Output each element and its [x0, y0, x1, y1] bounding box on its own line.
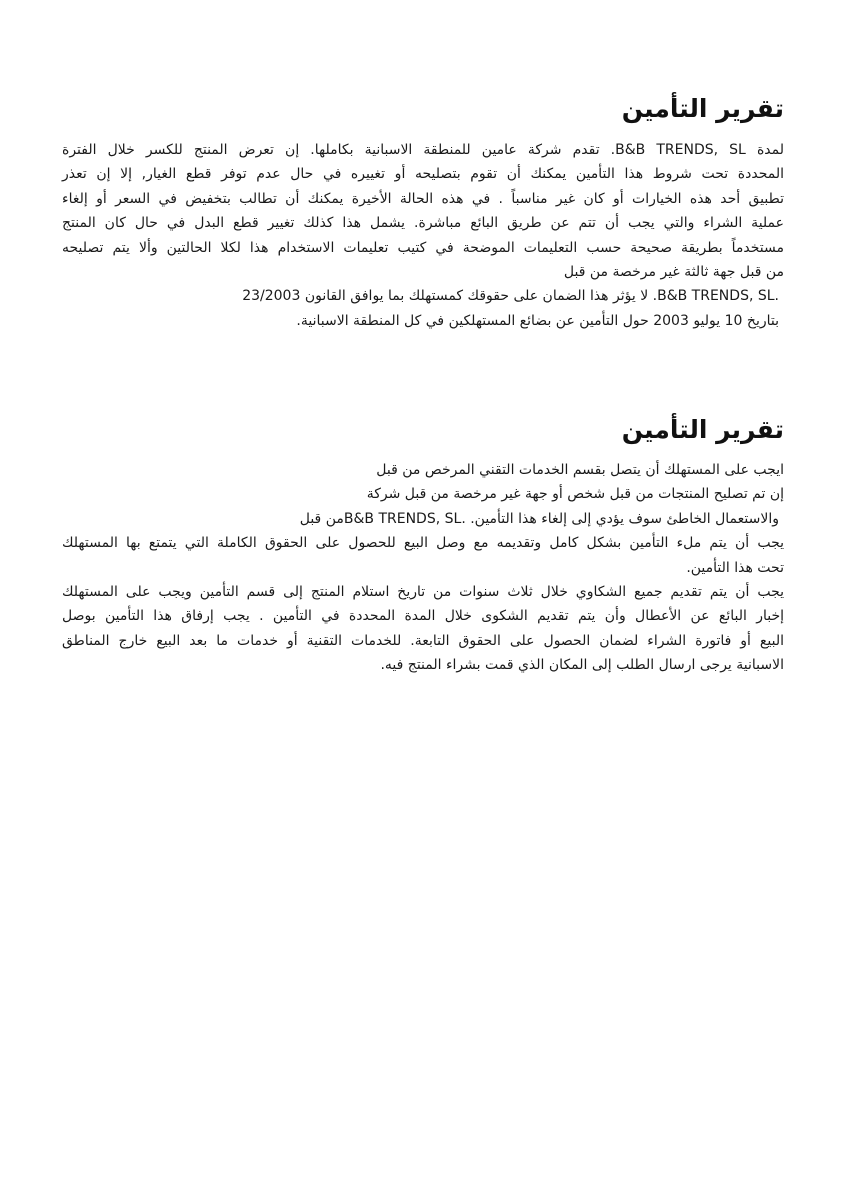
paragraph-line: المحددة تحت شروط هذا التأمين يمكنك أن تقوم بتصليحه أو تغييره في حال عدم توفر قطع الغيار, إلا إن تعذر	[62, 166, 784, 183]
paragraph-line: ايجب على المستهلك أن يتصل بقسم الخدمات التقني المرخص من قبل	[376, 462, 784, 478]
paragraph-line: من قبل جهة ثالثة غير مرخصة من قبل	[563, 264, 784, 281]
paragraph-line: إخبار البائع عن الأعطال وأن يتم تقديم الشكوى خلال المدة المحددة في التأمين . يجب إرفاق هذا التأمين بوصل	[62, 608, 784, 625]
paragraph-line: بتاريخ 10 يوليو 2003 حول التأمين عن بضائع المستهلكين في كل المنطقة الاسبانية.	[296, 312, 779, 329]
section-title: تقرير التأمين	[621, 94, 784, 123]
paragraph-line: عملية الشراء والتي يجب أن تتم عن طريق البائع مباشرة. يشمل هذا كذلك تغيير قطع البدل في حال كان المنتج	[62, 215, 784, 232]
paragraph-line: تحت هذا التأمين.	[686, 559, 784, 576]
paragraph-line: لمدة B&B TRENDS, SL. تقدم شركة عامين للمنطقة الاسبانية بكاملها. إن تعرض المنتج للكسر خلال الفترة	[62, 142, 784, 158]
section-title: تقرير التأمين	[621, 415, 784, 444]
paragraph-line: إن تم تصليح المنتجات من قبل شخص أو جهة غير مرخصة من قبل شركة	[366, 486, 784, 503]
warranty-section-1	[62, 94, 784, 333]
paragraph-line: البيع أو فاتورة الشراء لضمان الحصول على الحقوق التابعة. للخدمات التقنية أو خدمات ما بعد البيع خارج المناطق	[62, 632, 784, 649]
paragraph-line: تطبيق أحد هذه الخيارات أو كان غير مناسباً . في هذه الحالة الأخيرة يمكنك أن تطالب بتخفيض في السعر أو إلغاء	[62, 190, 784, 207]
warranty-section-2	[62, 415, 784, 678]
paragraph-line: يجب أن يتم ملء التأمين بشكل كامل وتقديمه مع وصل البيع للحصول على الحقوق الكاملة التي يتمتع بها المستهلك	[62, 535, 784, 552]
paragraph-line: مستخدماً بطريقة صحيحة حسب التعليمات الموضحة في كتيب تعليمات الاستخدام هذا لكلا الحالتين وألا يتم تصليحه	[62, 239, 784, 256]
paragraph-line: والاستعمال الخاطئ سوف يؤدي إلى إلغاء هذا التأمين. .B&B TRENDS, SLمن قبل	[299, 510, 779, 527]
paragraph-line: الاسبانية يرجى ارسال الطلب إلى المكان الذي قمت بشراء المنتج فيه.	[380, 657, 784, 674]
paragraph-line: .B&B TRENDS, SL. لا يؤثر هذا الضمان على حقوقك كمستهلك بما يوافق القانون 23/2003	[242, 288, 779, 305]
paragraph-line: يجب أن يتم تقديم جميع الشكاوي خلال ثلاث سنوات من تاريخ استلام المنتج إلى قسم التأمين ويجب على المستهلك	[62, 584, 784, 601]
